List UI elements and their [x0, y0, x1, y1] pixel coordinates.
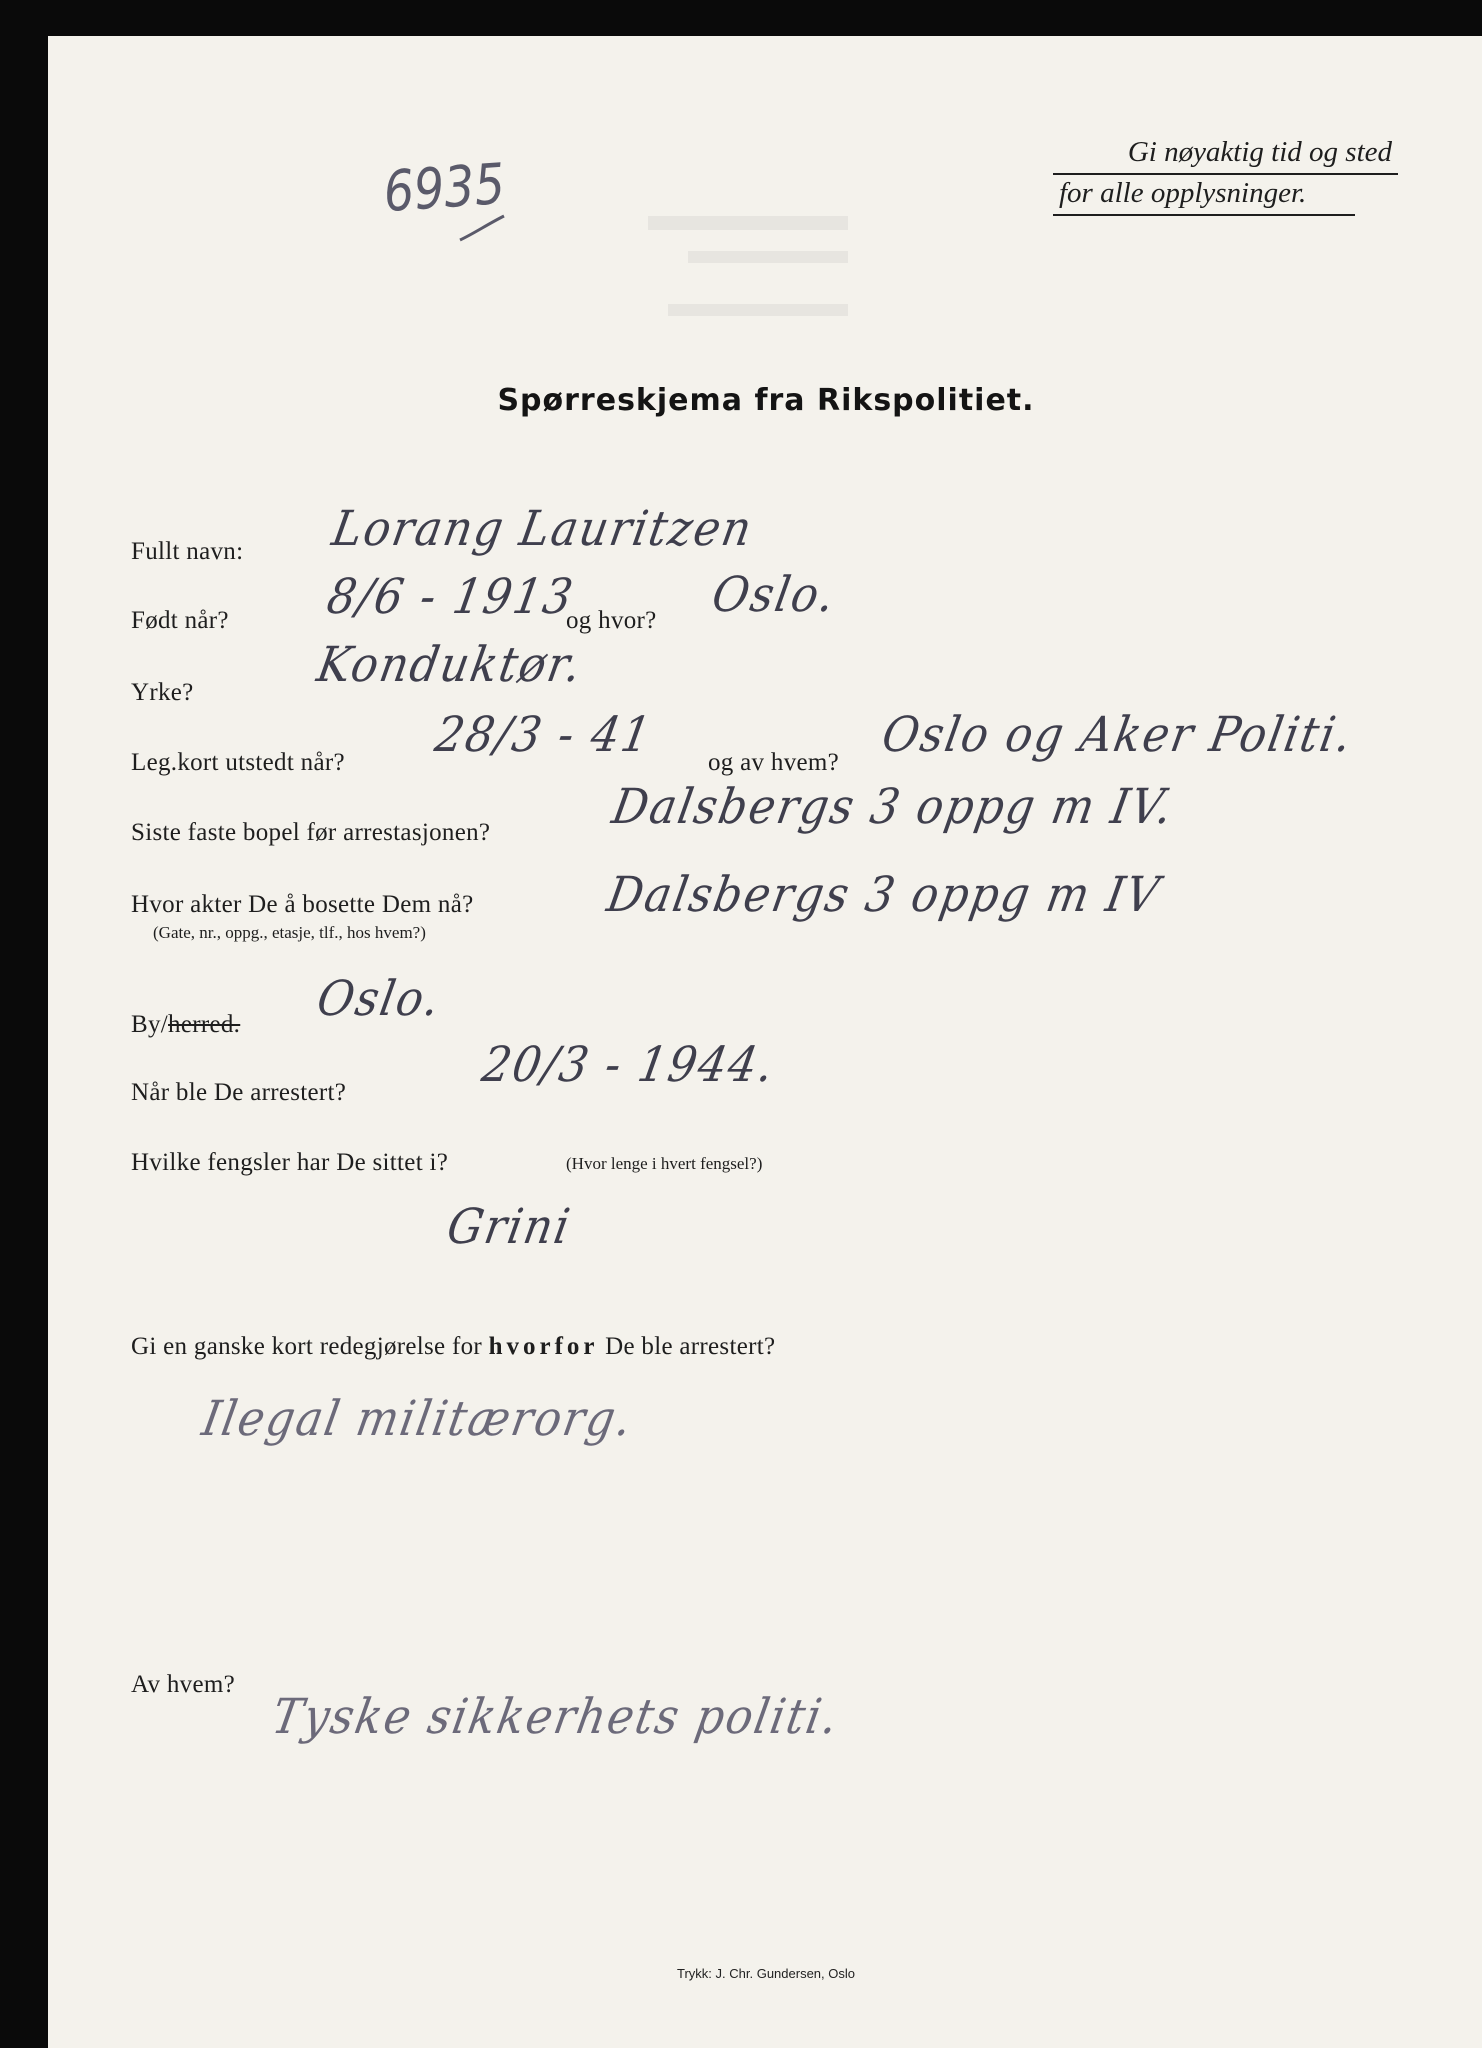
- city-value: Oslo.: [313, 970, 446, 1027]
- printer-credit: Trykk: J. Chr. Gundersen, Oslo: [677, 1966, 855, 1981]
- new-address-hint: (Gate, nr., oppg., etasje, tlf., hos hvem?): [153, 923, 426, 942]
- show-through-mark: [648, 216, 848, 230]
- arrested-by-value: Tyske sikkerhets politi.: [268, 1688, 844, 1745]
- reason-label-start: Gi en ganske kort redegjørelse for: [131, 1333, 483, 1360]
- born-date-value: 8/6 - 1913: [323, 568, 579, 625]
- archive-stroke-mark: [458, 214, 508, 244]
- reason-label-end: De ble arrestert?: [605, 1333, 776, 1360]
- arrested-label: Når ble De arrestert?: [131, 1079, 347, 1106]
- last-address-label: Siste faste bopel før arrestasjonen?: [131, 819, 491, 846]
- city-label-by: By: [131, 1011, 161, 1038]
- arrested-value: 20/3 - 1944.: [478, 1036, 780, 1093]
- instruction-note: [1053, 134, 1398, 216]
- prisons-label: Hvilke fengsler har De sittet i?: [131, 1149, 449, 1176]
- occupation-label: Yrke?: [131, 679, 194, 706]
- arrested-by-label: Av hvem?: [131, 1671, 235, 1698]
- born-where-value: Oslo.: [708, 566, 841, 623]
- form-title: Spørreskjema fra Rikspolitiet.: [497, 383, 1035, 418]
- reason-label: [131, 1333, 775, 1361]
- id-card-date-value: 28/3 - 41: [431, 706, 657, 763]
- city-label-separator: /: [160, 1011, 169, 1038]
- new-address-value: Dalsbergs 3 oppg m IV: [603, 866, 1165, 923]
- id-card-by-value: Oslo og Aker Politi.: [878, 706, 1358, 763]
- form-paper: [48, 36, 1482, 2048]
- occupation-value: Konduktør.: [313, 636, 587, 693]
- instruction-line-1: Gi nøyaktig tid og sted: [1053, 134, 1398, 175]
- show-through-mark: [688, 251, 848, 263]
- city-label-herred: herred.: [168, 1011, 241, 1038]
- name-label: Fullt navn:: [131, 538, 244, 565]
- reason-value: Ilegal militærorg.: [198, 1390, 638, 1447]
- reason-label-emphasis: hvorfor: [488, 1333, 599, 1360]
- archive-number: 6935: [381, 151, 507, 226]
- city-label: [131, 1011, 240, 1039]
- id-card-by-label: og av hvem?: [708, 749, 840, 776]
- new-address-label: Hvor akter De å bosette Dem nå?: [131, 891, 474, 918]
- name-value: Lorang Lauritzen: [328, 500, 758, 557]
- show-through-mark: [668, 304, 848, 316]
- born-label: Født når?: [131, 607, 229, 634]
- last-address-value: Dalsbergs 3 oppg m IV.: [608, 778, 1179, 835]
- id-card-label: Leg.kort utstedt når?: [131, 749, 345, 776]
- born-where-label: og hvor?: [566, 607, 657, 634]
- instruction-line-2: for alle opplysninger.: [1053, 175, 1355, 216]
- prisons-hint: (Hvor lenge i hvert fengsel?): [566, 1154, 763, 1173]
- prisons-value: Grini: [443, 1198, 576, 1255]
